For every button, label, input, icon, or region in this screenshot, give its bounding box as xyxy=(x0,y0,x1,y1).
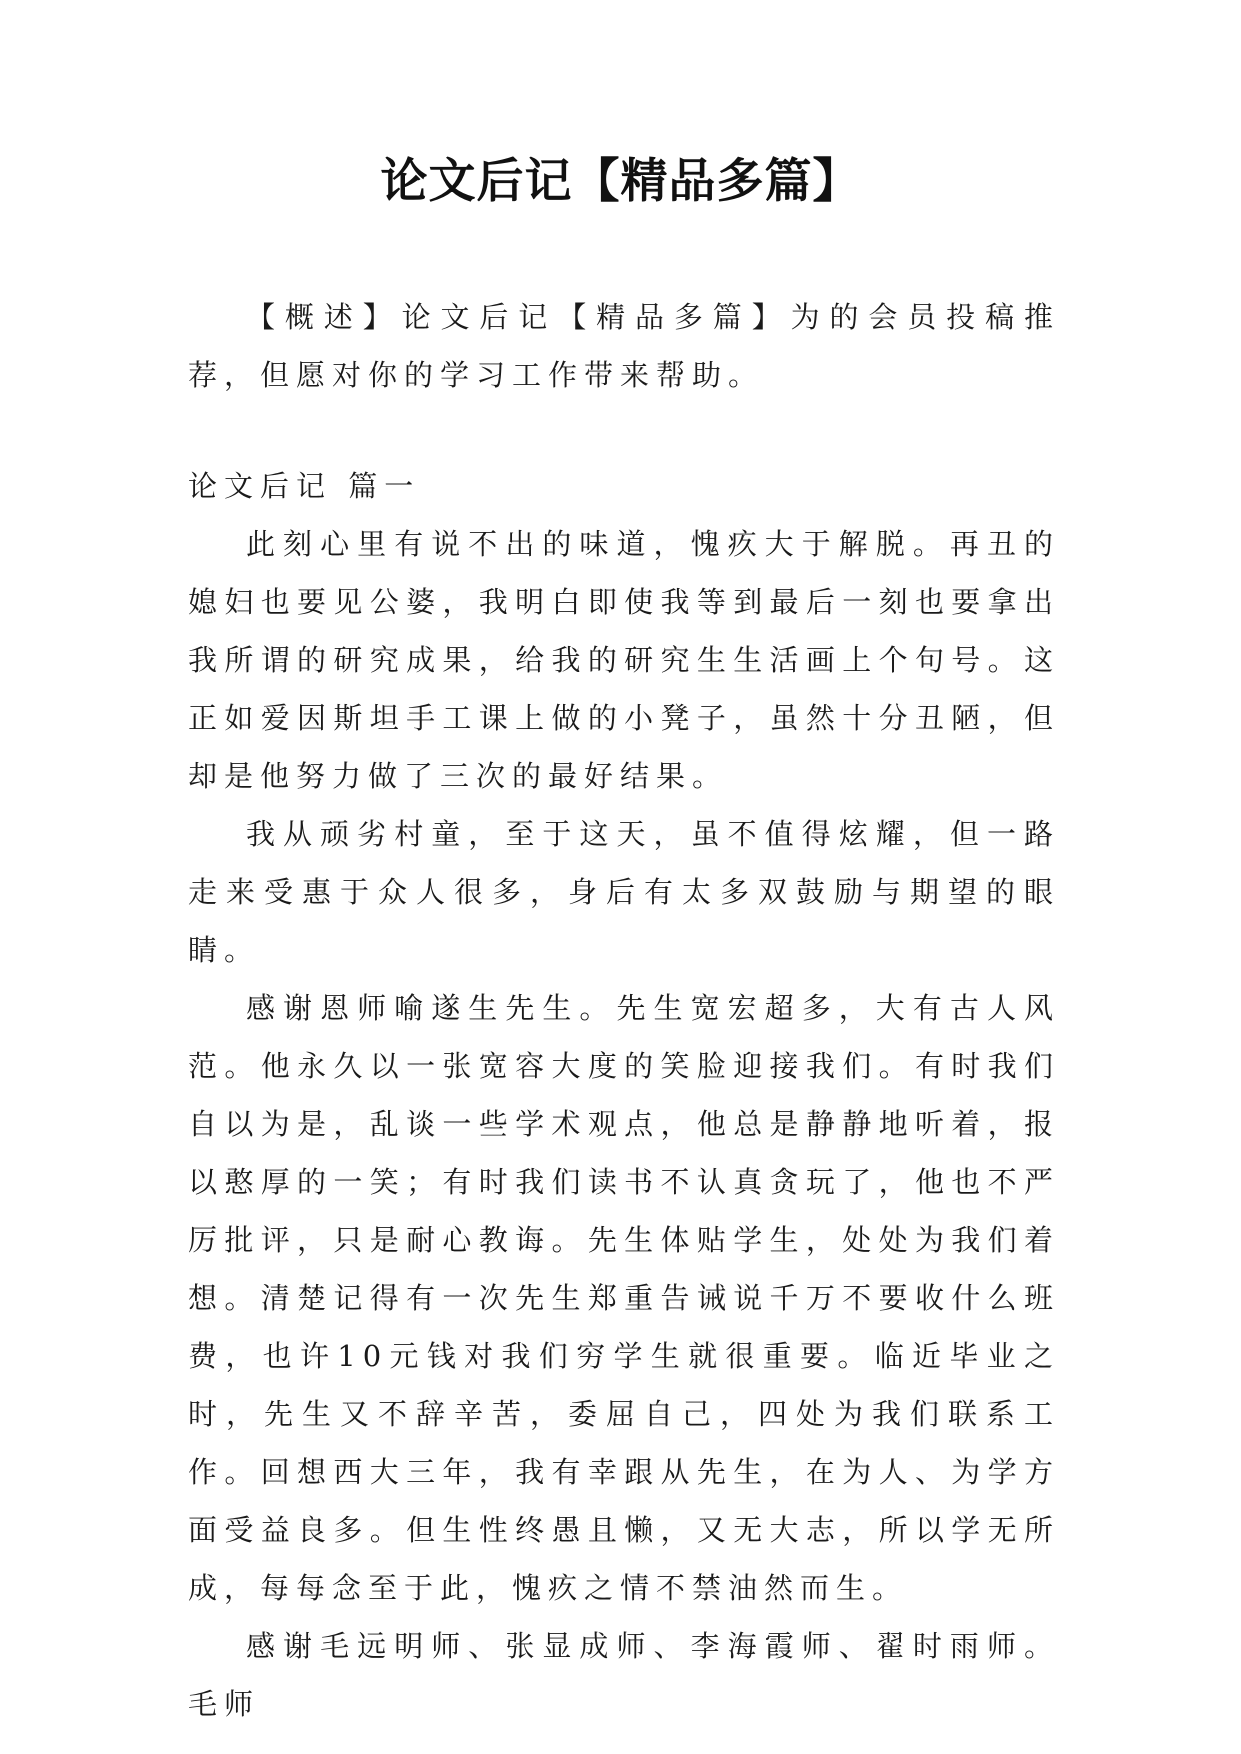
body-paragraph: 此刻心里有说不出的味道，愧疚大于解脱。再丑的媳妇也要见公婆，我明白即使我等到最后一刻也要拿出我所谓的研究成果，给我的研究生生活画上个句号。这正如爱因斯坦手工课上做的小凳子，虽然十分丑陋，但却是他努力做了三次的最好结果。 xyxy=(188,527,1060,793)
summary-block xyxy=(188,288,1060,404)
body-paragraph: 感谢恩师喻遂生先生。先生宽宏超多，大有古人风范。他永久以一张宽容大度的笑脸迎接我们。有时我们自以为是，乱谈一些学术观点，他总是静静地听着，报以憨厚的一笑；有时我们读书不认真贪玩了，他也不严厉批评，只是耐心教诲。先生体贴学生，处处为我们着想。清楚记得有一次先生郑重告诫说千万不要收什么班费，也许10元钱对我们穷学生就很重要。临近毕业之时，先生又不辞辛苦，委屈自己，四处为我们联系工作。回想西大三年，我有幸跟从先生，在为人、为学方面受益良多。但生性终愚且懒，又无大志，所以学无所成，每每念至于此，愧疚之情不禁油然而生。 xyxy=(188,991,1060,1605)
document-title: 论文后记【精品多篇】 xyxy=(380,154,861,209)
section-heading: 论文后记 篇一 xyxy=(188,469,421,503)
summary-paragraph: 【概述】论文后记【精品多篇】为的会员投稿推荐，但愿对你的学习工作带来帮助。 xyxy=(188,300,1060,392)
body-paragraph: 感谢毛远明师、张显成师、李海霞师、翟时雨师。毛师 xyxy=(188,1629,1060,1721)
body-paragraph: 我从顽劣村童，至于这天，虽不值得炫耀，但一路走来受惠于众人很多，身后有太多双鼓励与期望的眼睛。 xyxy=(188,817,1060,967)
article-body xyxy=(188,457,1060,1733)
